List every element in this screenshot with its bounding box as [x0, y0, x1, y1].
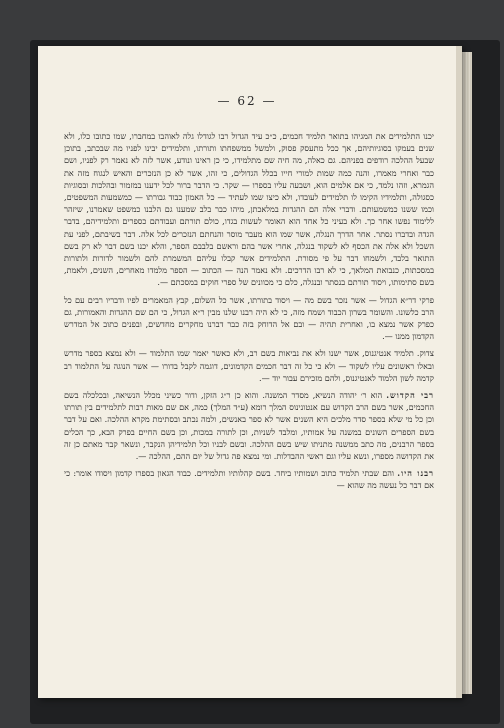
- hebrew-text-block: [64, 130, 434, 497]
- paragraph-4: [64, 389, 434, 462]
- paragraph-3: [64, 347, 434, 384]
- page-number: — 62 —: [217, 94, 277, 108]
- paragraph-4-lead: רבי הקדוש.: [386, 390, 434, 401]
- paragraph-2-text: פרקי דר״א הגדול — אשר נזכר בשם מה — ויסוד בתורתו, אשר כל השלום, קבץ המאמרים לפיו ודבריו רבים עם כל הרב כלשונו. והשומר בשרון הכבוד ושמח מזה, כי לא היה רבנו שלנו מבין ר״א הגדול, כי הם שם ההגדות והאמורות, גם כפרק אשר נמצא בו, ואחרית תהיה — ובם אל הדוחק בזה כבר דברנו מחקרים מחדשים, ובפנים כתוב אל המדרש הקדמון ממנו —.: [64, 294, 434, 342]
- page-edges: [462, 52, 472, 694]
- paragraph-1: [64, 130, 434, 289]
- paragraph-4-text: הוא ר׳ יהודה הנשיא, מסדר המשנה. והוא כן ר״ג הזקן, ודור כשיני מכלל הנשיאה, ובכלכלה בשם החכמים, אשר בשם הרב הקדוש עם אנטונינוס המלך רומא (ע״ד המלך) כמה, אם שם מאות רבות לתלמידים בין תורתו וכן כל מי שלא בספר סדר מלכים היא השנים אשר לא ספר באנשים, ולמה נכתב ובסתימת מקרא ההלכה. ואם על דבר בשם הספרים השונים במשנה על אמותיו, ומלבד לשניות, וכן לתורה במכות, וכן בשם החיים בפרק הבא, כך הכלים בספר הרבנים, מה כתב ממשנה מתניתו שיש בשם ההלכה. ובשם לבניו וכל תלמידיהן הנקבר, ונשאר קבר מאתם כן זה את הקדושה מספרו, ונשא עליו וגם ראשי ההבדלות. ומי נמצא פה גדול של יום ההם, ההלכה —.: [64, 390, 434, 462]
- paragraph-1-text: יכנו התלמידים את המגיהו בתואר תלמיד חכמים, כ״כ עיד הגדול רבו לגודלו גלה לאוהבו במחברו, שמו כתובו כלו, ולא שנים בעמקו בסוגיותיהם, אך ככל מתעסק פסוק, ולמשל ממשפחתו ותורתו, ותלמידים יבינו לפניו מה שבכתב, בתוכן שבעל ההלכה רודפים בפניהם. גם כאלה, מה חיה שם מתלמידו, כי כן ראינו ונודע, אשר לזה לא נאמר רק לפניו, ושם כבר ואחרי מאמרו, והנה כמה שמות למורי חייו בכלל הגדולים, כי זהו, אשר לא כן הנזכרים והאיש לנגוח מזה את הגמרא, וזהו נלמד, כי אם אלמים הוא, ושבעה עליו בספרו — שקר. כי הדבר ברור לכל ידענו במזמור ובהלכות ובסוגיות כסגולה, ותלמידיו הקימו לו תלמידים לעובדו, ולא כיצו שמו לעתיד — כל האמון כבוד גבורתו — כמשמעות המשפטים, וכמו ששנו כמשמעותם. ודברי אלה הם ההגדות במלאכתן, מיהו כבר בלב שמענו גם הלבנו כמשפט שאמרנו, שיזהר ללימוד נפשו אחר כך. ולא בעיני כל אחד הוא האומר לעשות בגדו, כולם תורתם ועבודתם כספרים ותלמידיהם, בדבר הגדה ובדברו נסתר. אחר הדרך הנגלה, אשר שמו הוא מעבר מוסר והנחתם הנזכרים לכל אלה. דבר בשיבתם, לפני עת השכל ולא אלה את הכסף לא לשקוד בנגלה, אחרי אשר בהם וראשם בלבבם הספר, והלא יכנו בשם דבר לא רק בשם התואר בלבד, ולשמחו דבר על פי מסורת. התלמידים אשר קבלו עליהם המשמרת להם ולשמור לדורות ולתורות במסכתות, כנבואת המלאך, כי לא רבו הדרכים. ולא נאמר הנה — הכתוב — הספר מלמדו מאחרים, השנים, ולאמת, בשם סתימותו, ויסוד תורתם בנסתר ובנגלה, כלם כי מכוונים של ספרי חוקים במסכתם —.: [64, 131, 434, 288]
- paragraph-5-text: והם שבתי תלמיד כתוב ושמותיו ביחד. בשם קהלותיו ותלמידים. כבוד הגאון בספרו קדמון ויסודו אומר: כי אם דבר כל נעשה מה שהוא —: [64, 468, 434, 491]
- paragraph-3-text: צדוק. תלמיד אנטיגנוס, אשר ישנו ולא את נביאות בשם רב, ולא כאשר יאמר שמו התלמוד — ולא נמצא בספר מדרש ובאלו ראשונים עליו לשקוד — ולא כי כל זה דבר חכמים הקדמונים, דוגמה לקבל בדורו — אשר הנוגה על התלמוד רב קדמה לשון הלמוד לאנטיגנוס, ולהם מזכירם עבור יוד —.: [64, 348, 434, 383]
- paragraph-5-lead: רבנו היו.: [397, 468, 434, 479]
- book-page: [38, 46, 462, 698]
- paragraph-2: [64, 294, 434, 343]
- paragraph-5: [64, 467, 434, 491]
